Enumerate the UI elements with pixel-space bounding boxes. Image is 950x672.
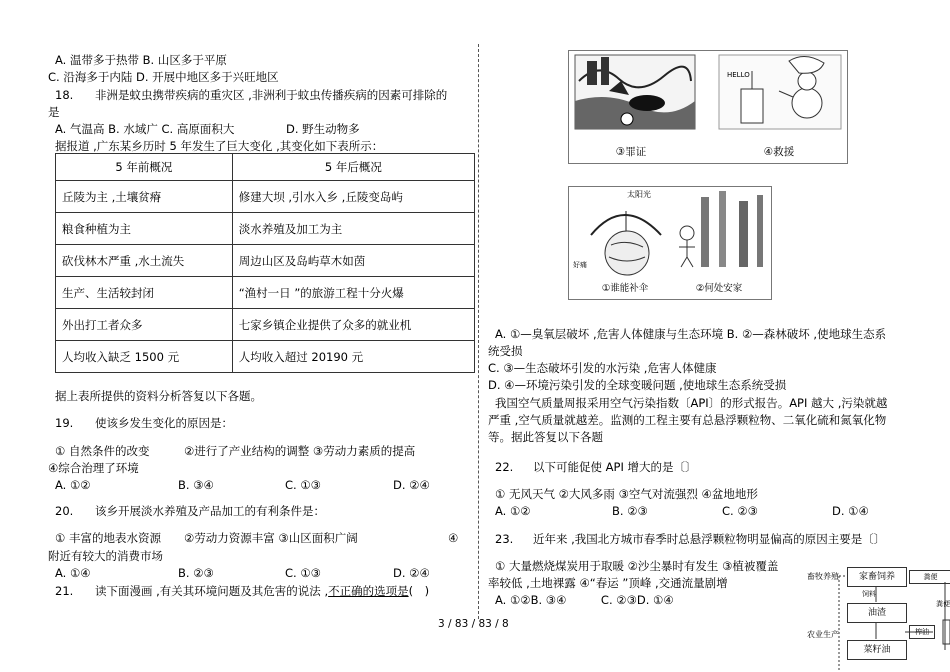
q18-option-d: D. 野生动物多 [286,122,360,136]
table-header-before: 5 年前概况 [56,154,233,181]
caption-3: ③罪证 [615,146,647,158]
q23-stem: 近年来 ,我国北方城市春季时总悬浮颗粒物明显偏高的原因主要是〔〕 [533,532,886,546]
q18-stem: 非洲是蚊虫携带疾病的重灾区 ,非洲利于蚊虫传播疾病的因素可排除的 [95,88,448,102]
q23-options: A. ①②B. ③④ C. ②③D. ①④ [495,593,674,607]
cartoon-3-evidence [575,55,695,129]
table-cell: 粮食种植为主 [56,213,233,245]
table-intro: 据报道 ,广东某乡历时 5 年发生了巨大变化 ,其变化如下表所示： [55,139,384,153]
table-row [56,213,475,245]
q21-answer-paren: ( ) [408,584,430,598]
q19-items-cont: ④综合治理了环境 [48,461,139,475]
table-cell: 人均收入缺乏 1500 元 [56,341,233,373]
table-cell: 淡水养殖及加工为主 [232,213,474,245]
q21-option-a: A. ①—臭氧层破坏 ,危害人体健康与生态环境 B. ②—森林破坏 ,使地球生态系 [495,327,887,341]
api-intro-line3: 等。据此答复以下各题 [488,430,603,444]
q22-option-a: A. ①② [495,504,531,518]
q19-items: ① 自然条件的改变 ②进行了产业结构的调整 ③劳动力素质的提高 [55,444,416,458]
q19-option-d: D. ②④ [393,478,430,492]
q21-number: 21. [55,584,74,598]
q23-items-cont: 率较低 ,土地裸露 ④“春运 ”顶峰 ,交通流量剧增 [488,576,728,590]
q19-number: 19. [55,416,74,430]
table-cell: “渔村一日 ”的旅游工程十分火爆 [232,277,474,309]
page-footer: 3 / 83 / 83 / 8 [438,618,509,630]
q18-options-abc: A. 气温高 B. 水域广 C. 高原面积大 [55,122,235,136]
q17-options-cd: C. 沿海多于内陆 D. 开展中地区多于兴旺地区 [48,70,279,84]
api-intro-line2: 严重 ,空气质量就越差。监测的工程主要有总悬浮颗粒物、二氧化硫和氮氧化物 [488,413,887,427]
q23-number: 23. [495,532,514,546]
caption-4: ④救援 [763,146,795,158]
q22-items: ① 无风天气 ②大风多雨 ③空气对流强烈 ④盆地地形 [495,487,758,501]
q20-stem: 该乡开展淡水养殖及产品加工的有利条件是： [95,504,325,518]
q18-stem-end: 是 [48,105,60,119]
q22-option-c: C. ②③ [722,504,758,518]
change-table [55,153,475,373]
flow-box-rapeseed-oil: 菜籽油 [847,640,907,660]
table-header-after: 5 年后概况 [232,154,474,181]
q21-stem-underlined: 不正确的选项是 [328,584,409,598]
q20-items-cont: 附近有较大的消费市场 [48,549,163,563]
cartoon-sunlight-text: 太阳光 [627,190,651,199]
cartoon-bottom-svg [569,187,771,299]
table-row [56,309,475,341]
caption-2: ②何处安家 [695,283,743,294]
table-header-row [56,154,475,181]
flow-box-manure: 粪便 [909,570,950,584]
flow-box-oilcake: 油渣 [847,603,907,623]
caption-1: ①谁能补伞 [601,283,649,294]
q20-option-d: D. ②④ [393,566,430,580]
table-cell: 生产、生活较封闭 [56,277,233,309]
q22-option-b: B. ②③ [612,504,648,518]
cartoon-pain-text: 好痛 [573,261,587,269]
flow-label-feed: 饲料 [862,590,876,598]
cartoon-panel-bottom [568,186,772,300]
flow-label-manure: 粪便 [936,600,950,608]
q19-option-a: A. ①② [55,478,91,492]
q20-number: 20. [55,504,74,518]
table-row [56,245,475,277]
q23-items: ① 大量燃烧煤炭用于取暖 ②沙尘暴时有发生 ③植被覆盖 [495,559,779,573]
api-intro-line1: 我国空气质量周报采用空气污染指数〔API〕的形式报告。API 越大 ,污染就越 [495,396,888,410]
table-row [56,341,475,373]
column-divider [478,44,479,619]
q18-number: 18. [55,88,74,102]
q22-stem: 以下可能促使 API 增大的是〔〕 [533,460,697,474]
flow-label-livestock: 畜牧养殖 [807,572,839,581]
q22-option-d: D. ①④ [832,504,869,518]
q20-option-a: A. ①④ [55,566,91,580]
cartoon-2-deforestation [679,191,763,267]
q20-items: ① 丰富的地表水资源 ②劳动力资源丰富 ③山区面积广阔 [55,531,358,545]
cartoon-hello-text: HELLO [727,71,750,79]
cartoon-1-ozone [573,189,661,275]
q21-option-a-cont: 统受损 [488,344,523,358]
table-cell: 修建大坝 ,引水入乡 ,丘陵变岛屿 [232,181,474,213]
table-row [56,181,475,213]
table-followup: 据上表所提供的资料分析答复以下各题。 [55,389,262,403]
table-row [56,277,475,309]
table-cell: 丘陵为主 ,土壤贫瘠 [56,181,233,213]
flow-label-agri: 农业生产 [807,630,839,639]
flow-arrows [835,560,950,672]
q19-option-b: B. ③④ [178,478,214,492]
q20-option-b: B. ②③ [178,566,214,580]
q20-option-c: C. ①③ [285,566,321,580]
cartoon-panel-top [568,50,848,164]
q20-item-4: ④ [448,531,459,545]
q19-option-c: C. ①③ [285,478,321,492]
flow-box-press: 榨油 [909,625,935,639]
table-cell: 七家乡镇企业提供了众多的就业机 [232,309,474,341]
q17-options-ab: A. 温带多于热带 B. 山区多于平原 [55,53,227,67]
q21-stem-text: 读下面漫画 ,有关其环境问题及其危害的说法 , [95,584,329,598]
table-cell: 外出打工者众多 [56,309,233,341]
q22-number: 22. [495,460,514,474]
q21-stem [95,584,429,598]
q19-stem: 使该乡发生变化的原因是： [95,416,233,430]
q21-option-d: D. ④—环境污染引发的全球变暖问题 ,使地球生态系统受损 [488,378,787,392]
table-cell: 周边山区及岛屿草木如茵 [232,245,474,277]
cartoon-4-rescue [719,55,841,129]
q21-option-c: C. ③—生态破坏引发的水污染 ,危害人体健康 [488,361,717,375]
table-cell: 砍伐林木严重 ,水土流失 [56,245,233,277]
table-cell: 人均收入超过 20190 元 [232,341,474,373]
flow-box-livestock: 家畜饲养 [847,567,907,587]
cartoon-top-svg [569,51,847,163]
